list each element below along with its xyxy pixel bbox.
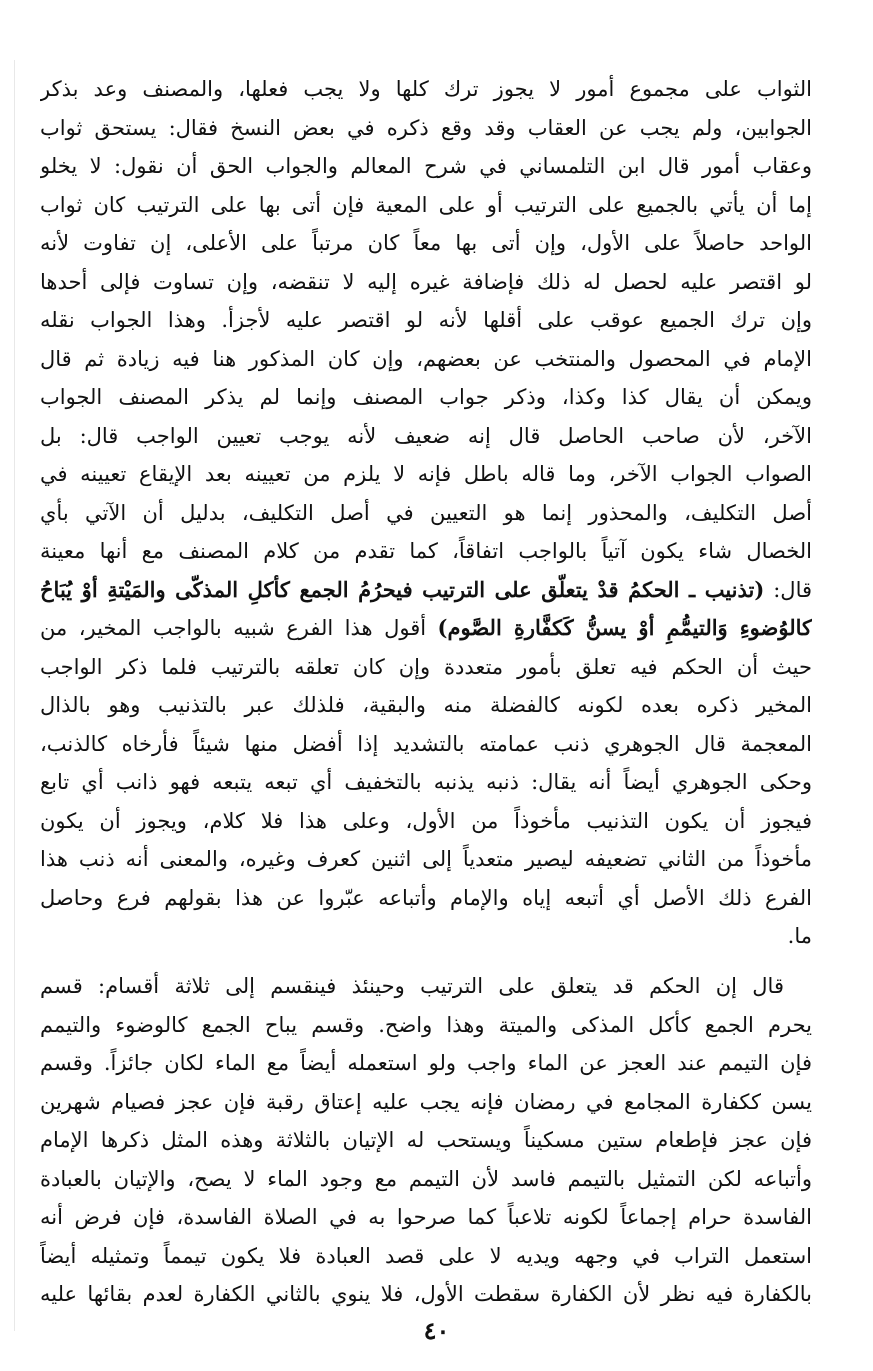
text-line: فيجوز أن يكون التذنيب مأخوذاً من الأول، وعلى هذا فلا كلام، ويجوز أن يكون bbox=[40, 808, 812, 833]
text-line: إما أن يأتي بالجميع على الترتيب أو على المعية فإن أتى بها على الترتيب كان ثواب bbox=[40, 192, 812, 217]
text-line: وعقاب أمور قال ابن التلمساني في شرح المعالم والجواب الحق أن نقول: لا يخلو bbox=[40, 154, 812, 178]
matn-quote-bold: كالوُضوءِ وَالتيمُّمِ أوْ يسنُّ كَكفَّارةِ الصَّوم) bbox=[437, 615, 812, 640]
text-line: الواحد حاصلاً على الأول، وإن أتى بها معاً كان مرتباً على الأعلى، إن تفاوت لأنه bbox=[40, 231, 812, 255]
page-number: ٤٠ bbox=[423, 1316, 450, 1345]
matn-quote-bold: (تذنيب ـ الحكمُ قدْ يتعلّق على الترتيب فيحرُمُ الجمع كأكلِ المذكّى والمَيْتةِ أوْ يُبَاحُ bbox=[40, 576, 765, 602]
text-line: ويمكن أن يقال كذا وكذا، وذكر جواب المصنف وإنما لم يذكر المصنف الجواب bbox=[40, 385, 812, 409]
text-line: الإمام في المحصول والمنتخب عن بعضهم، وإن كان المذكور هنا فيه زيادة ثم قال bbox=[40, 346, 812, 371]
text-line: وحكى الجوهري أيضاً أنه يقال: ذنبه يذنبه بالتخفيف أي تبعه يتبعه فهو ذانب أي تابع bbox=[40, 770, 812, 794]
text-line: قال إن الحكم قد يتعلق على الترتيب وحينئذ فينقسم إلى ثلاثة أقسام: قسم bbox=[40, 974, 784, 998]
text-line: الفاسدة حرام إجماعاً لكونه تلاعباً كما صرحوا به في الصلاة الفاسدة، فإن فرض أنه bbox=[40, 1205, 812, 1229]
commentary-text: أقول هذا الفرع شبيه بالواجب المخير، من bbox=[40, 616, 438, 640]
text-line: الجوابين، ولم يجب عن العقاب وقد وقع ذكره في بعض النسخ فقال: يستحق ثواب bbox=[40, 115, 812, 140]
text-line: ما. bbox=[787, 924, 812, 948]
text-line-quote-start bbox=[40, 571, 812, 610]
paragraph-explanation bbox=[40, 967, 812, 1314]
text-line: يحرم الجمع كأكل المذكى والميتة وهذا واضح. وقسم يباح الجمع كالوضوء والتيمم bbox=[40, 1012, 812, 1037]
text-line: الثواب على مجموع أمور لا يجوز ترك كلها ولا يجب فعلها، والمصنف وعد بذكر bbox=[40, 77, 812, 101]
text-line: الآخر، لأن صاحب الحاصل قال إنه ضعيف لأنه يوجب تعيين الواجب قال: بل bbox=[40, 423, 812, 448]
text-line: المخير ذكره بعده لكونه كالفضلة منه والبقية، فلذلك عبر بالتذنيب وهو بالذال bbox=[40, 693, 812, 717]
text-line: استعمل التراب في وجهه ويديه لا على قصد العبادة فلا يكون تيمماً وتمثيله أيضاً bbox=[40, 1243, 812, 1268]
text-line: لو اقتصر عليه لحصل له ذلك فإضافة غيره إليه لا تنقضه، وإن تساوت فإلى أحدها bbox=[40, 269, 812, 294]
text-line: حيث أن الحكم فيه تعلق بأمور متعددة وإن كان تعلقه بالترتيب فلما ذكر الواجب bbox=[40, 654, 812, 679]
text-line: وأتباعه لكن التمثيل بالتيمم فاسد لأن التيمم مع وجود الماء لا يصح، والإتيان بالعبادة bbox=[40, 1166, 812, 1191]
text-line: يسن ككفارة المجامع في رمضان فإنه يجب عليه إعتاق رقبة فإن عجز فصيام شهرين bbox=[40, 1089, 812, 1114]
text-line: الخصال شاء يكون آتياً بالواجب اتفاقاً، كما تقدم من كلام المصنف مع أنها معينة bbox=[40, 539, 812, 563]
quote-prefix: قال: bbox=[764, 577, 812, 602]
text-line: الفرع ذلك الأصل أي أتبعه إياه والإمام وأتباعه عبّروا عن هذا بقولهم فرع وحاصل bbox=[40, 885, 812, 910]
text-line: بالكفارة فيه نظر لأن الكفارة سقطت الأول، فلا ينوي بالثاني الكفارة لعدم بقائها عليه bbox=[40, 1282, 812, 1306]
text-line: فإن عجز فإطعام ستين مسكيناً ويستحب له الإتيان بالثلاثة وهذه المثل ذكرها الإمام bbox=[40, 1128, 812, 1152]
text-line: وإن ترك الجميع عوقب على أقلها لأنه لو اقتصر عليه لأجزأ. وهذا الجواب نقله bbox=[40, 308, 812, 332]
text-line: أصل التكليف، والمحذور إنما هو التعيين في أصل التكليف، بدليل أن الآتي بأي bbox=[40, 500, 812, 525]
text-line: الصواب الجواب الآخر، وما قاله باطل فإنه لا يلزم من تعيينه بعد الإيقاع تعيينه في bbox=[40, 462, 812, 486]
text-line: مأخوذاً من الثاني تضعيفه ليصير متعدياً إلى اثنين كعرف وغيره، والمعنى أنه ذنب هذا bbox=[40, 847, 812, 871]
binding-edge-line bbox=[14, 60, 15, 1331]
text-line: المعجمة قال الجوهري ذنب عمامته بالتشديد إذا أفضل منها شيئاً فأرخاه كالذنب، bbox=[40, 731, 812, 756]
text-line-quote-end bbox=[40, 609, 812, 648]
paragraph-commentary bbox=[40, 70, 812, 956]
text-line: فإن التيمم عند العجز عن الماء واجب ولو استعمله أيضاً مع الماء لكان جائزاً. وقسم bbox=[40, 1051, 812, 1075]
